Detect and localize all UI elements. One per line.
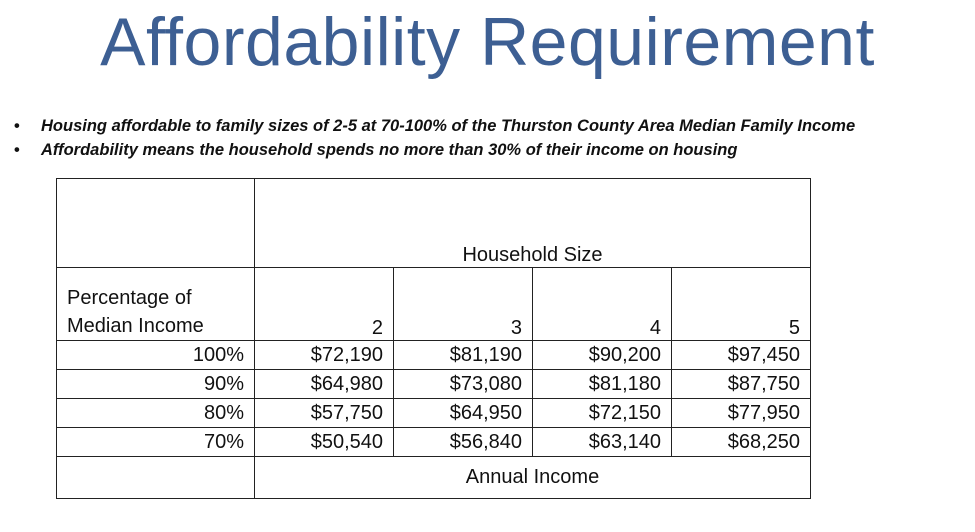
row-header-line2: Median Income [67,315,204,337]
column-header-3: 3 [394,268,533,341]
bullet-item [14,114,855,138]
table-row [57,341,811,370]
income-cell: $56,840 [394,428,533,457]
income-cell: $68,250 [672,428,811,457]
row-header-line1: Percentage of [67,287,192,309]
bullet-item [14,138,855,162]
income-cell: $72,150 [533,399,672,428]
table-footer-row [57,457,811,499]
income-cell: $87,750 [672,370,811,399]
income-cell: $64,950 [394,399,533,428]
income-table [56,178,811,499]
column-header-row [57,268,811,341]
household-size-header: Household Size [255,179,811,268]
income-cell: $73,080 [394,370,533,399]
bullet-icon: • [14,117,20,135]
row-header-label [57,268,255,341]
income-cell: $64,980 [255,370,394,399]
income-cell: $90,200 [533,341,672,370]
income-cell: $72,190 [255,341,394,370]
bullet-text: Housing affordable to family sizes of 2-5 at 70-100% of the Thurston County Area Median Family Income [41,117,856,135]
percentage-cell: 70% [57,428,255,457]
slide-title: Affordability Requirement [100,4,875,80]
income-cell: $97,450 [672,341,811,370]
table-header-row [57,179,811,268]
percentage-cell: 80% [57,399,255,428]
bullet-icon: • [14,141,20,159]
table-row [57,399,811,428]
column-header-4: 4 [533,268,672,341]
column-header-2: 2 [255,268,394,341]
bullet-list [14,114,855,162]
table-row [57,370,811,399]
column-header-5: 5 [672,268,811,341]
table-row [57,428,811,457]
income-cell: $81,190 [394,341,533,370]
percentage-cell: 90% [57,370,255,399]
annual-income-footer: Annual Income [255,457,811,499]
income-cell: $77,950 [672,399,811,428]
income-cell: $50,540 [255,428,394,457]
percentage-cell: 100% [57,341,255,370]
income-cell: $63,140 [533,428,672,457]
bullet-text: Affordability means the household spends no more than 30% of their income on housing [41,141,738,159]
income-cell: $81,180 [533,370,672,399]
corner-cell [57,179,255,268]
income-cell: $57,750 [255,399,394,428]
footer-corner-cell [57,457,255,499]
